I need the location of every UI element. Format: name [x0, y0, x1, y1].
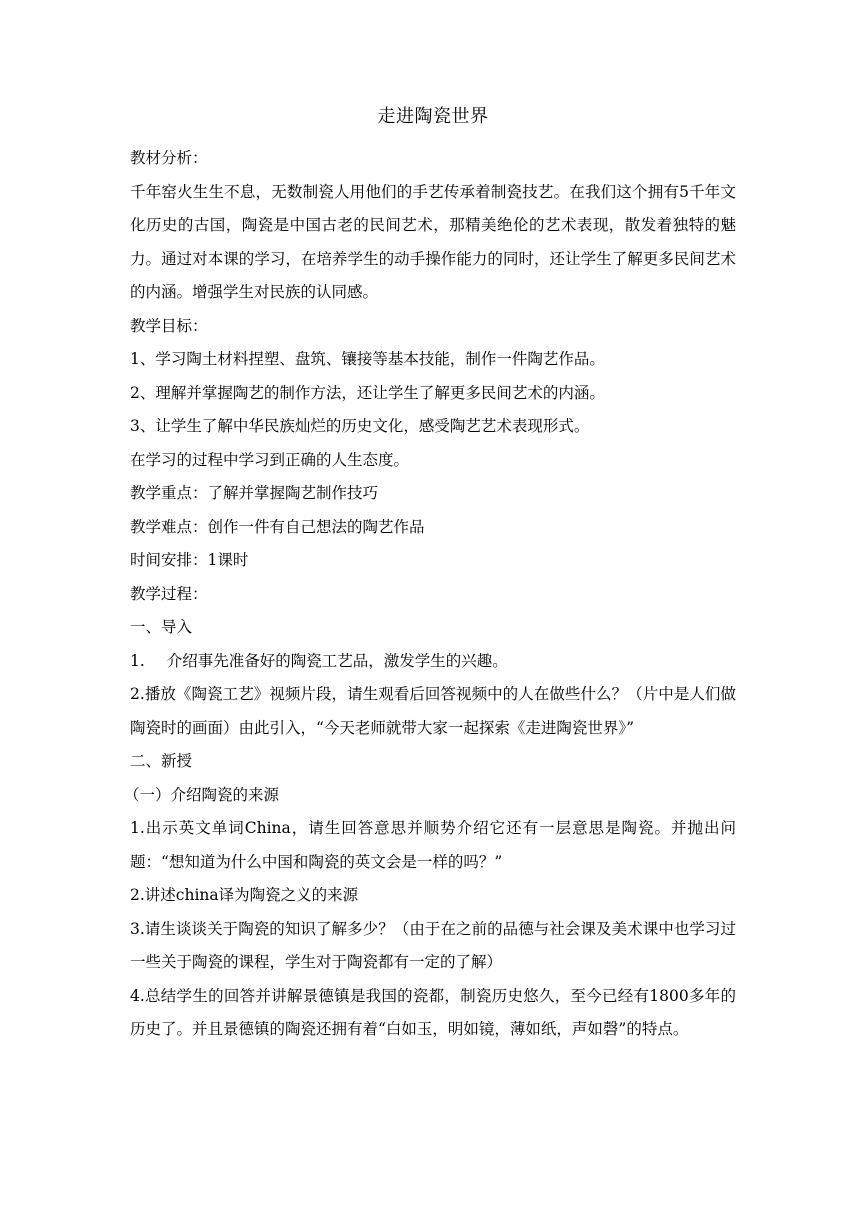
subsection-heading-ceramic-origin: （一）介绍陶瓷的来源 [124, 785, 280, 804]
time-arrangement: 时间安排：1课时 [130, 551, 249, 569]
section-heading-new-lesson: 二、新授 [130, 752, 193, 770]
section-heading-introduction: 一、导入 [130, 618, 193, 636]
origin-item-4: 4.总结学生的回答并讲解景德镇是我国的瓷都，制瓷历史悠久，至今已经有1800多年的历史了。并且景德镇的陶瓷还拥有着“白如玉，明如镜，薄如纸，声如磬”的特点。 [130, 986, 736, 1038]
origin-item-3: 3.请生谈谈关于陶瓷的知识了解多少？（由于在之前的品德与社会课及美术课中也学习过一些关于陶瓷的课程，学生对于陶瓷都有一定的了解） [130, 919, 736, 971]
section-heading-teaching-process: 教学过程： [130, 584, 208, 603]
teaching-goal-3: 3、让学生了解中华民族灿烂的历史文化，感受陶艺艺术表现形式。 [130, 417, 590, 435]
origin-item-2: 2.讲述china译为陶瓷之义的来源 [130, 886, 359, 904]
document-title: 走进陶瓷世界 [377, 106, 489, 127]
introduction-item-2: 2.播放《陶瓷工艺》视频片段，请生观看后回答视频中的人在做些什么？（片中是人们做陶瓷时的画面）由此引入，“今天老师就带大家一起探索《走进陶瓷世界》” [130, 685, 736, 737]
introduction-item-1-text: 介绍事先准备好的陶瓷工艺品，激发学生的兴趣。 [166, 651, 508, 670]
section-heading-material-analysis: 教材分析： [130, 149, 208, 167]
teaching-key-point: 教学重点：了解并掌握陶艺制作技巧 [130, 484, 379, 502]
origin-item-1: 1.出示英文单词China，请生回答意思并顺势介绍它还有一层意思是陶瓷。并抛出问题：“想知道为什么中国和陶瓷的英文会是一样的吗？” [130, 819, 736, 871]
teaching-goal-attitude: 在学习的过程中学习到正确的人生态度。 [130, 450, 410, 469]
teaching-difficulty: 教学难点：创作一件有自己想法的陶艺作品 [130, 517, 425, 536]
introduction-item-1 [130, 645, 736, 679]
introduction-item-1-number: 1. [130, 651, 145, 670]
material-analysis-text: 千年窑火生生不息，无数制瓷人用他们的手艺传承着制瓷技艺。在我们这个拥有5千年文化历史的古国，陶瓷是中国古老的民间艺术，那精美绝伦的艺术表现，散发着独特的魅力。通过对本课的学习，在培养学生的动手操作能力的同时，还让学生了解更多民间艺术的内涵。增强学生对民族的认同感。 [130, 182, 736, 301]
section-heading-teaching-goals: 教学目标： [130, 316, 208, 335]
teaching-goal-1: 1、学习陶土材料捏塑、盘筑、镶接等基本技能，制作一件陶艺作品。 [130, 350, 605, 368]
teaching-goal-2: 2、理解并掌握陶艺的制作方法，还让学生了解更多民间艺术的内涵。 [130, 383, 605, 402]
